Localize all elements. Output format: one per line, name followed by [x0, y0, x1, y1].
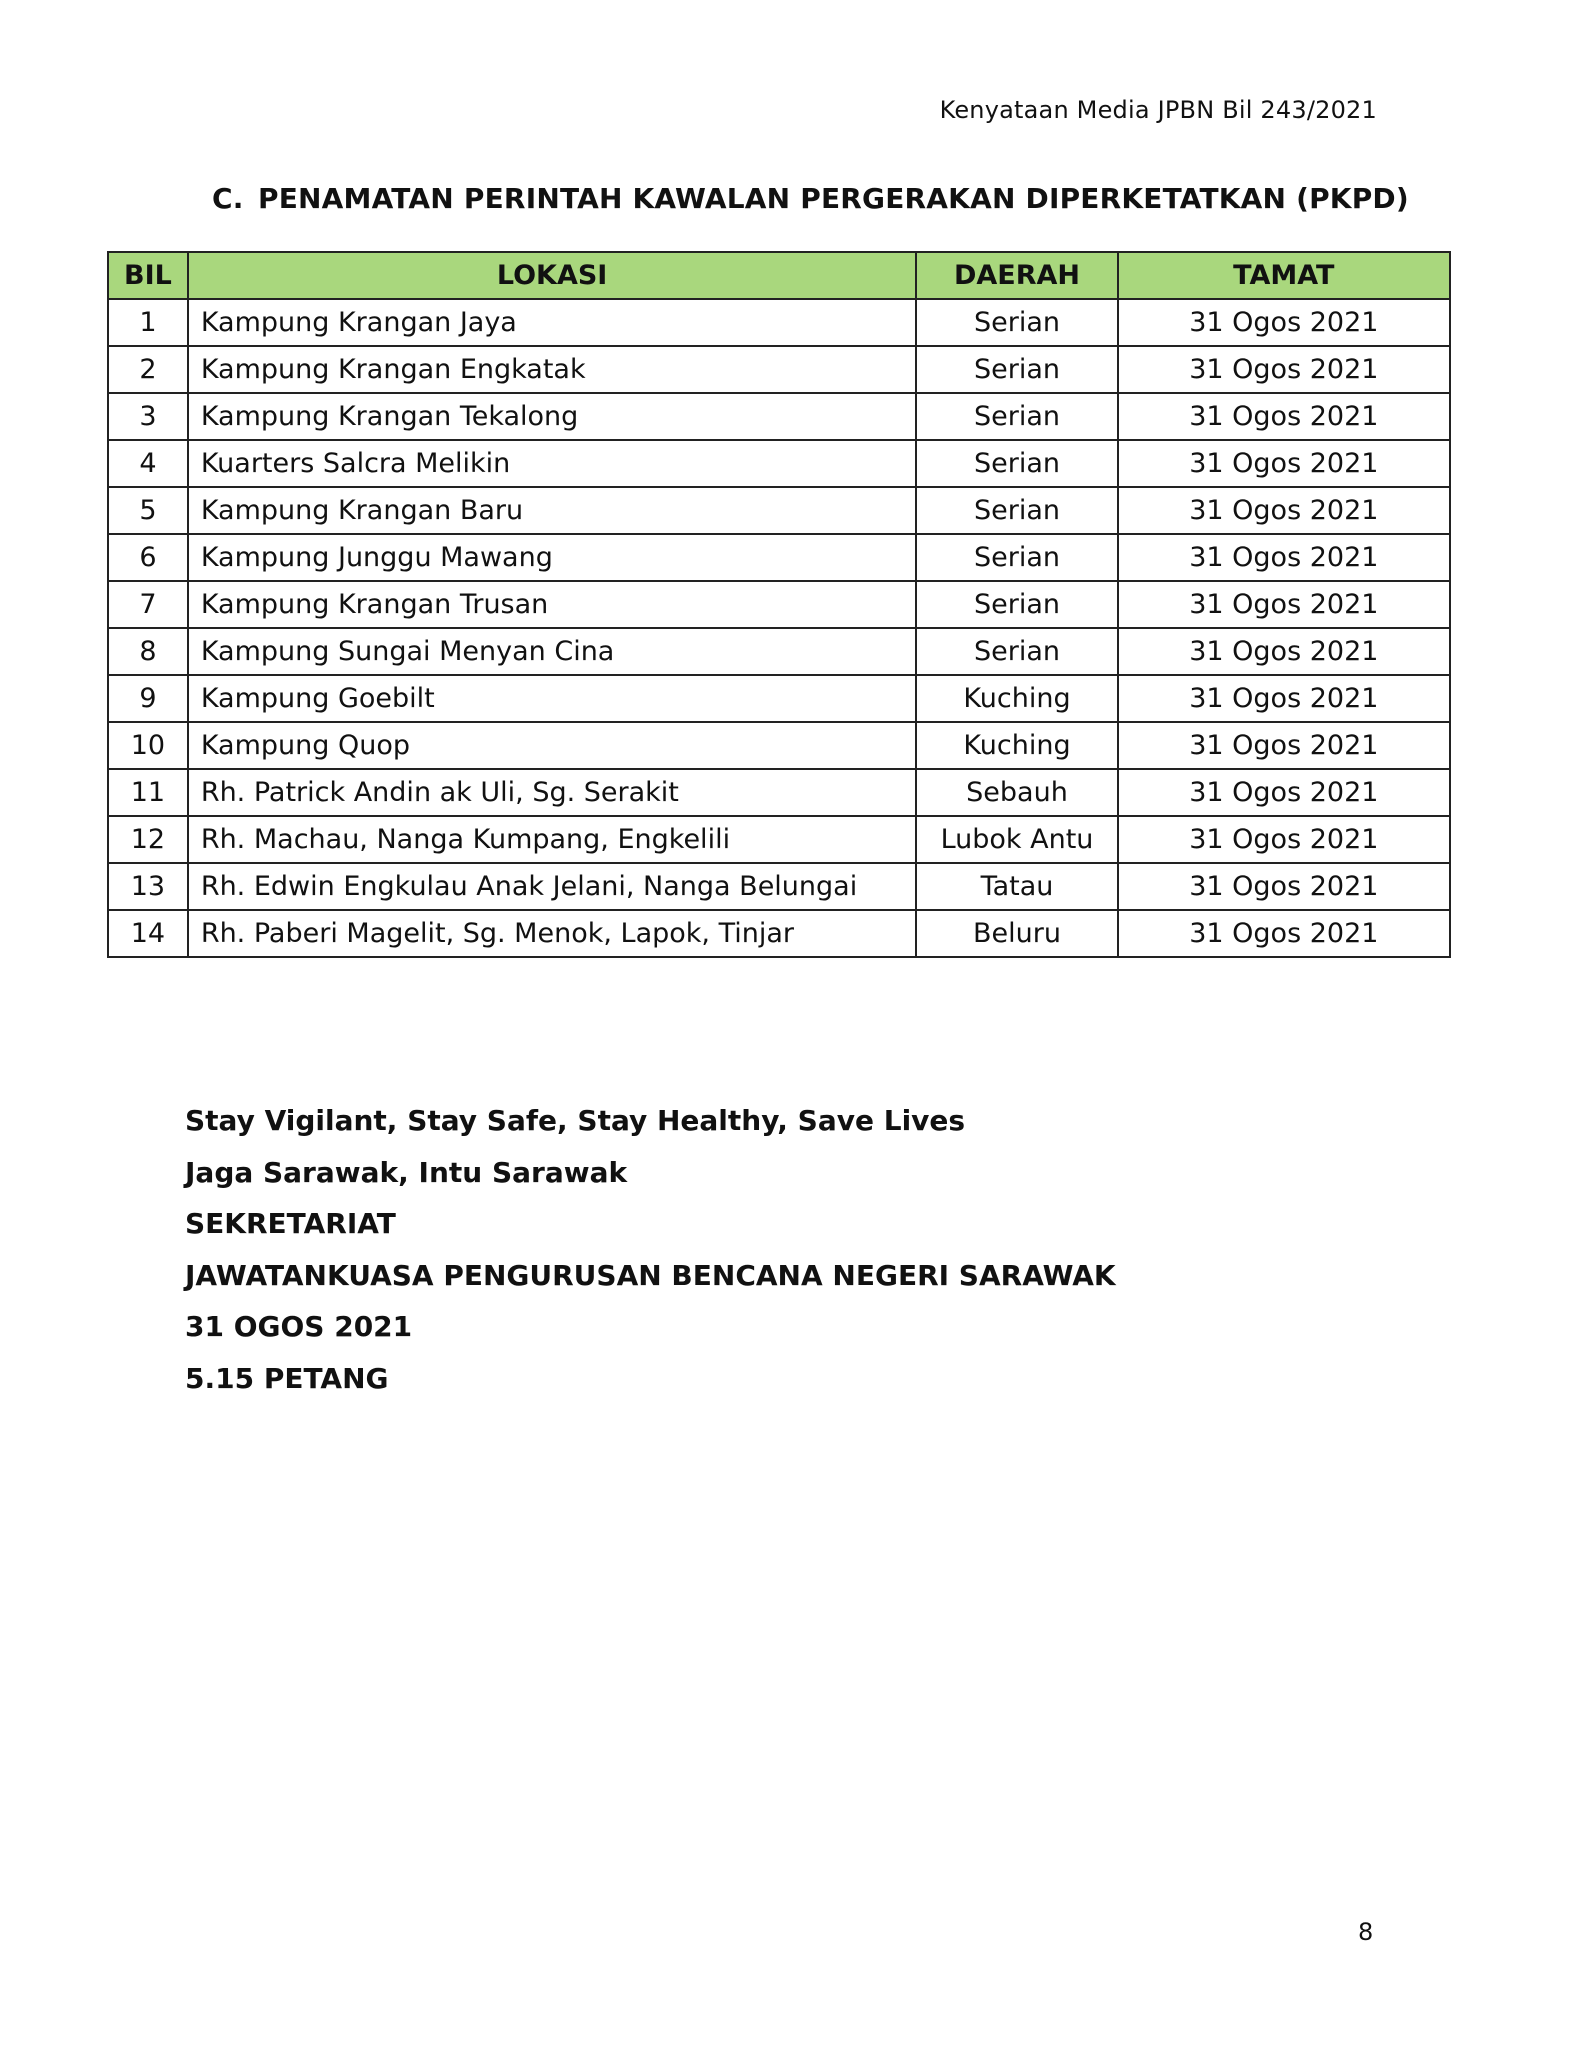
cell-bil: 14 [108, 910, 188, 957]
cell-lokasi: Rh. Edwin Engkulau Anak Jelani, Nanga Belungai [188, 863, 917, 910]
table-row [108, 534, 1450, 581]
section-title [212, 182, 1409, 215]
table-row [108, 675, 1450, 722]
closing-block [185, 1095, 1116, 1404]
cell-bil: 7 [108, 581, 188, 628]
cell-bil: 6 [108, 534, 188, 581]
cell-bil: 5 [108, 487, 188, 534]
cell-tamat: 31 Ogos 2021 [1118, 299, 1450, 346]
closing-secretariat: SEKRETARIAT [185, 1207, 396, 1240]
page-number: 8 [1358, 1918, 1374, 1946]
table-row [108, 487, 1450, 534]
cell-daerah: Kuching [916, 722, 1117, 769]
document-reference: Kenyataan Media JPBN Bil 243/2021 [939, 96, 1377, 124]
table-row [108, 722, 1450, 769]
cell-bil: 9 [108, 675, 188, 722]
table-row [108, 816, 1450, 863]
table-row [108, 863, 1450, 910]
pkpd-table [107, 251, 1451, 958]
cell-lokasi: Kampung Krangan Tekalong [188, 393, 917, 440]
column-header-bil: BIL [108, 252, 188, 299]
cell-daerah: Serian [916, 299, 1117, 346]
cell-bil: 13 [108, 863, 188, 910]
closing-tagline: Jaga Sarawak, Intu Sarawak [185, 1155, 628, 1189]
cell-tamat: 31 Ogos 2021 [1118, 863, 1450, 910]
column-header-daerah: DAERAH [916, 252, 1117, 299]
cell-tamat: 31 Ogos 2021 [1118, 393, 1450, 440]
cell-daerah: Serian [916, 581, 1117, 628]
column-header-lokasi: LOKASI [188, 252, 917, 299]
cell-daerah: Tatau [916, 863, 1117, 910]
cell-lokasi: Kampung Krangan Engkatak [188, 346, 917, 393]
cell-bil: 4 [108, 440, 188, 487]
table-row [108, 628, 1450, 675]
cell-lokasi: Kampung Goebilt [188, 675, 917, 722]
cell-daerah: Serian [916, 628, 1117, 675]
cell-tamat: 31 Ogos 2021 [1118, 581, 1450, 628]
table-header-row [108, 252, 1450, 299]
closing-time: 5.15 PETANG [185, 1361, 389, 1395]
table-body [108, 299, 1450, 957]
cell-lokasi: Kuarters Salcra Melikin [188, 440, 917, 487]
table-row [108, 299, 1450, 346]
cell-tamat: 31 Ogos 2021 [1118, 534, 1450, 581]
cell-daerah: Beluru [916, 910, 1117, 957]
cell-tamat: 31 Ogos 2021 [1118, 722, 1450, 769]
cell-daerah: Serian [916, 440, 1117, 487]
cell-daerah: Serian [916, 487, 1117, 534]
cell-bil: 11 [108, 769, 188, 816]
cell-bil: 2 [108, 346, 188, 393]
cell-bil: 10 [108, 722, 188, 769]
cell-tamat: 31 Ogos 2021 [1118, 675, 1450, 722]
cell-daerah: Serian [916, 393, 1117, 440]
table-row [108, 769, 1450, 816]
cell-bil: 1 [108, 299, 188, 346]
section-title-text: PENAMATAN PERINTAH KAWALAN PERGERAKAN DIPERKETATKAN (PKPD) [258, 182, 1409, 215]
cell-bil: 8 [108, 628, 188, 675]
cell-lokasi: Kampung Sungai Menyan Cina [188, 628, 917, 675]
table-row [108, 910, 1450, 957]
table-row [108, 346, 1450, 393]
cell-tamat: 31 Ogos 2021 [1118, 769, 1450, 816]
cell-daerah: Lubok Antu [916, 816, 1117, 863]
cell-lokasi: Rh. Patrick Andin ak Uli, Sg. Serakit [188, 769, 917, 816]
cell-lokasi: Rh. Paberi Magelit, Sg. Menok, Lapok, Tinjar [188, 910, 917, 957]
cell-tamat: 31 Ogos 2021 [1118, 910, 1450, 957]
cell-lokasi: Kampung Krangan Trusan [188, 581, 917, 628]
cell-daerah: Serian [916, 534, 1117, 581]
cell-lokasi: Kampung Krangan Jaya [188, 299, 917, 346]
closing-date: 31 OGOS 2021 [185, 1310, 413, 1343]
cell-tamat: 31 Ogos 2021 [1118, 440, 1450, 487]
cell-lokasi: Rh. Machau, Nanga Kumpang, Engkelili [188, 816, 917, 863]
section-letter: C. [212, 182, 244, 215]
cell-daerah: Kuching [916, 675, 1117, 722]
table-row [108, 440, 1450, 487]
cell-tamat: 31 Ogos 2021 [1118, 628, 1450, 675]
cell-tamat: 31 Ogos 2021 [1118, 346, 1450, 393]
cell-tamat: 31 Ogos 2021 [1118, 487, 1450, 534]
cell-bil: 12 [108, 816, 188, 863]
cell-daerah: Serian [916, 346, 1117, 393]
cell-bil: 3 [108, 393, 188, 440]
cell-lokasi: Kampung Quop [188, 722, 917, 769]
column-header-tamat: TAMAT [1118, 252, 1450, 299]
cell-daerah: Sebauh [916, 769, 1117, 816]
cell-lokasi: Kampung Krangan Baru [188, 487, 917, 534]
cell-tamat: 31 Ogos 2021 [1118, 816, 1450, 863]
closing-slogan: Stay Vigilant, Stay Safe, Stay Healthy, Save Lives [185, 1104, 966, 1137]
table-row [108, 393, 1450, 440]
table-row [108, 581, 1450, 628]
cell-lokasi: Kampung Junggu Mawang [188, 534, 917, 581]
closing-committee: JAWATANKUASA PENGURUSAN BENCANA NEGERI SARAWAK [185, 1258, 1116, 1292]
